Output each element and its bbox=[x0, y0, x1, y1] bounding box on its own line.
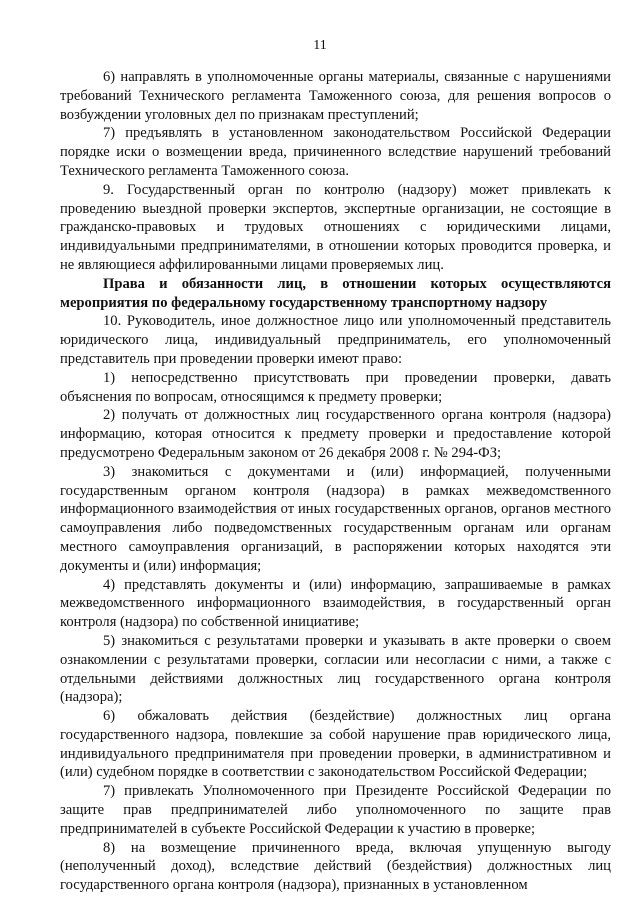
page-number: 11 bbox=[313, 38, 327, 53]
paragraph-right-3: 3) знакомиться с документами и (или) информацией, полученными государственным органом контроля (надзора) в рамках межведомственного информационного взаимодействия от иных государственных органов, органов местного самоуправления либо подведомственных государственным органам или органам местного самоуправления организаций, в распоряжении которых находятся эти документы и (или) информация; bbox=[60, 463, 611, 574]
paragraph-right-6: 6) обжаловать действия (бездействие) должностных лиц органа государственного надзора, повлекшие за собой нарушение прав юридического лица, индивидуального предпринимателя при проведении проверки, в административном и (или) судебном порядке в соответствии с законодательством Российской Федерации; bbox=[60, 708, 611, 781]
paragraph-right-2: 2) получать от должностных лиц государственного органа контроля (надзора) информацию, которая относится к предмету проверки и предоставление которой предусмотрено Федеральным законом от 26 декабря 2008 г. № 294-ФЗ; bbox=[60, 407, 611, 461]
paragraph-clause-10: 10. Руководитель, иное должностное лицо или уполномоченный представитель юридического лица, индивидуальный предприниматель, его уполномоченный представитель при проведении проверки имеют право: bbox=[60, 313, 611, 367]
section-heading: Права и обязанности лиц, в отношении которых осуществляются мероприятия по федеральному государственному транспортному надзору bbox=[60, 275, 611, 311]
paragraph-right-5: 5) знакомиться с результатами проверки и указывать в акте проверки о своем ознакомлении с результатами проверки, согласии или несогласии с ними, а также с отдельными действиями должностных лиц государственного органа контроля (надзора); bbox=[60, 632, 611, 706]
paragraph-item-6: 6) направлять в уполномоченные органы материалы, связанные с нарушениями требований Технического регламента Таможенного союза, для решения вопросов о возбуждении уголовных дел по признакам преступлений; bbox=[60, 69, 611, 123]
paragraph-clause-9: 9. Государственный орган по контролю (надзору) может привлекать к проведению выездной проверки экспертов, экспертные организации, не состоящие в гражданско-правовых и трудовых отношениях с юридическими лицами, индивидуальными предпринимателями, в отношении которых проводится проверка, и не являющиеся аффилированными лицами проверяемых лиц. bbox=[60, 181, 611, 273]
paragraph-item-7: 7) предъявлять в установленном законодательством Российской Федерации порядке иски о возмещении вреда, причиненного вследствие нарушений требований Технического регламента Таможенного союза. bbox=[60, 125, 611, 179]
paragraph-right-7: 7) привлекать Уполномоченного при Президенте Российской Федерации по защите прав предпринимателей либо уполномоченного по защите прав предпринимателей в субъекте Российской Федерации к участию в проверке; bbox=[60, 783, 611, 837]
document-body bbox=[60, 68, 611, 895]
paragraph-right-1: 1) непосредственно присутствовать при проведении проверки, давать объяснения по вопросам, относящимся к предмету проверки; bbox=[60, 369, 611, 405]
paragraph-right-8: 8) на возмещение причиненного вреда, включая упущенную выгоду (неполученный доход), вследствие действий (бездействия) должностных лиц государственного органа контроля (надзора), признанных в установленном bbox=[60, 839, 611, 894]
paragraph-right-4: 4) представлять документы и (или) информацию, запрашиваемые в рамках межведомственного информационного взаимодействия, в государственный орган контроля (надзора) по собственной инициативе; bbox=[60, 576, 611, 631]
